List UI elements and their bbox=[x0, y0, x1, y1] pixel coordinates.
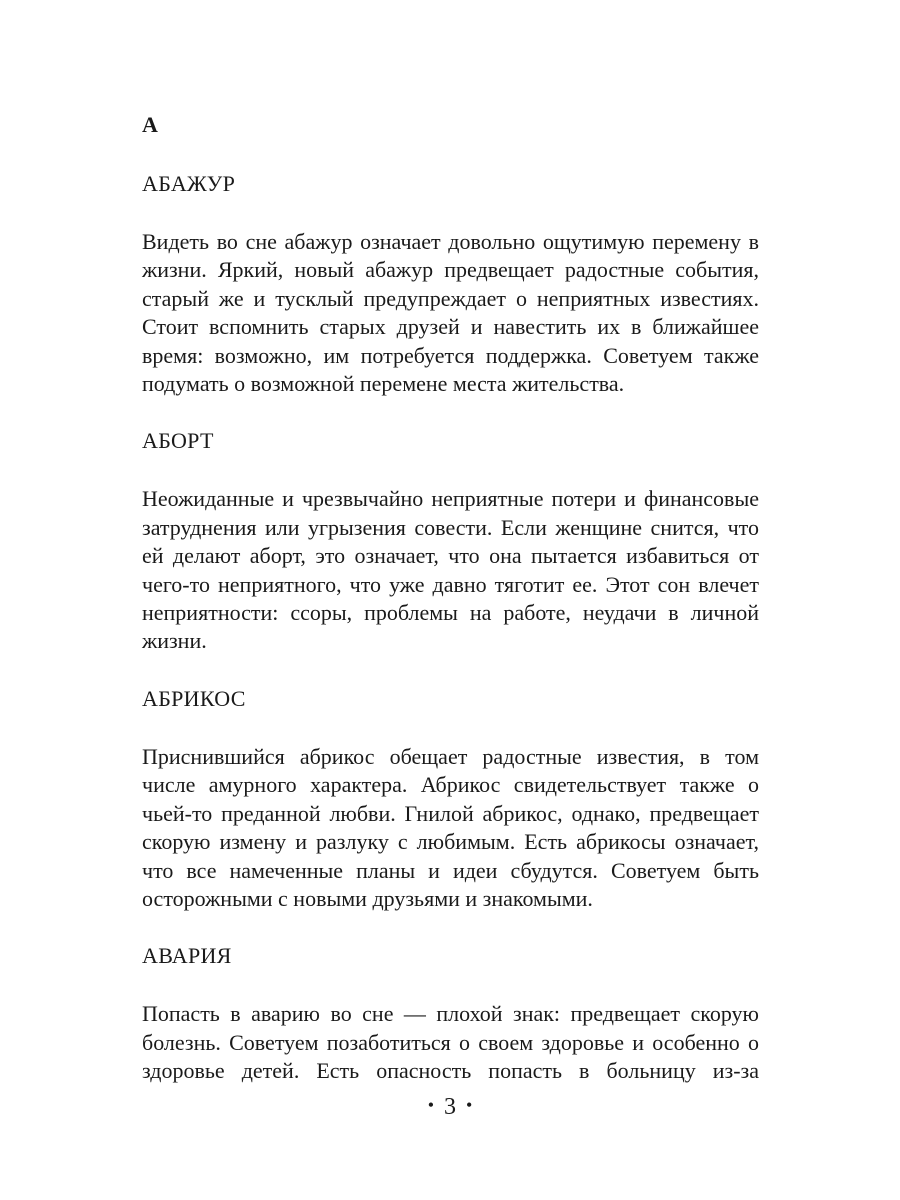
entry-body: Видеть во сне абажур означает довольно ощутимую перемену в жизни. Яркий, новый абажур предвещает радостные события, старый же и тусклый предупреждает о неприятных известиях. Стоит вспомнить старых друзей и навестить их в ближайшее время: возможно, им потребуется поддержка. Советуем также подумать о возможной перемене места жительства. bbox=[142, 229, 759, 397]
dictionary-entry bbox=[142, 426, 759, 655]
entry-body: Попасть в аварию во сне — плохой знак: предвещает скорую болезнь. Советуем позаботиться о своем здоровье и особенно о здоровье детей. Есть опасность попасть в больницу из-за bbox=[142, 1001, 759, 1084]
entry-title: АВАРИЯ bbox=[142, 943, 232, 969]
entry-title: АБОРТ bbox=[142, 428, 214, 454]
page-content bbox=[142, 110, 759, 1114]
section-letter: А bbox=[142, 112, 158, 137]
page-number-ornament-right: • bbox=[466, 1095, 473, 1115]
page-number-ornament-left: • bbox=[427, 1095, 434, 1115]
page-number-value: 3 bbox=[444, 1094, 456, 1120]
entry-body: Приснившийся абрикос обещает радостные известия, в том числе амурного характера. Абрикос свидетельствует также о чьей-то преданной любви. Гнилой абрикос, однако, предвещает скорую измену и разлуку с любимым. Есть абрикосы означает, что все намеченные планы и идеи сбудутся. Советуем быть осторожными с новыми друзьями и знакомыми. bbox=[142, 743, 759, 911]
entry-body: Неожиданные и чрезвычайно неприятные потери и финансовые затруднения или угрызения совести. Если женщине снится, что ей делают аборт, это означает, что она пытается избавиться от чего-то неприятного, что уже давно тяготит ее. Этот сон влечет неприятности: ссоры, проблемы на работе, неудачи в личной жизни. bbox=[142, 486, 759, 654]
entry-title: АБАЖУР bbox=[142, 171, 236, 196]
entry-title: АБРИКОС bbox=[142, 685, 246, 711]
dictionary-entry bbox=[142, 169, 759, 398]
page-number bbox=[0, 1090, 900, 1122]
dictionary-entry bbox=[142, 684, 759, 913]
dictionary-entry bbox=[142, 941, 759, 1085]
